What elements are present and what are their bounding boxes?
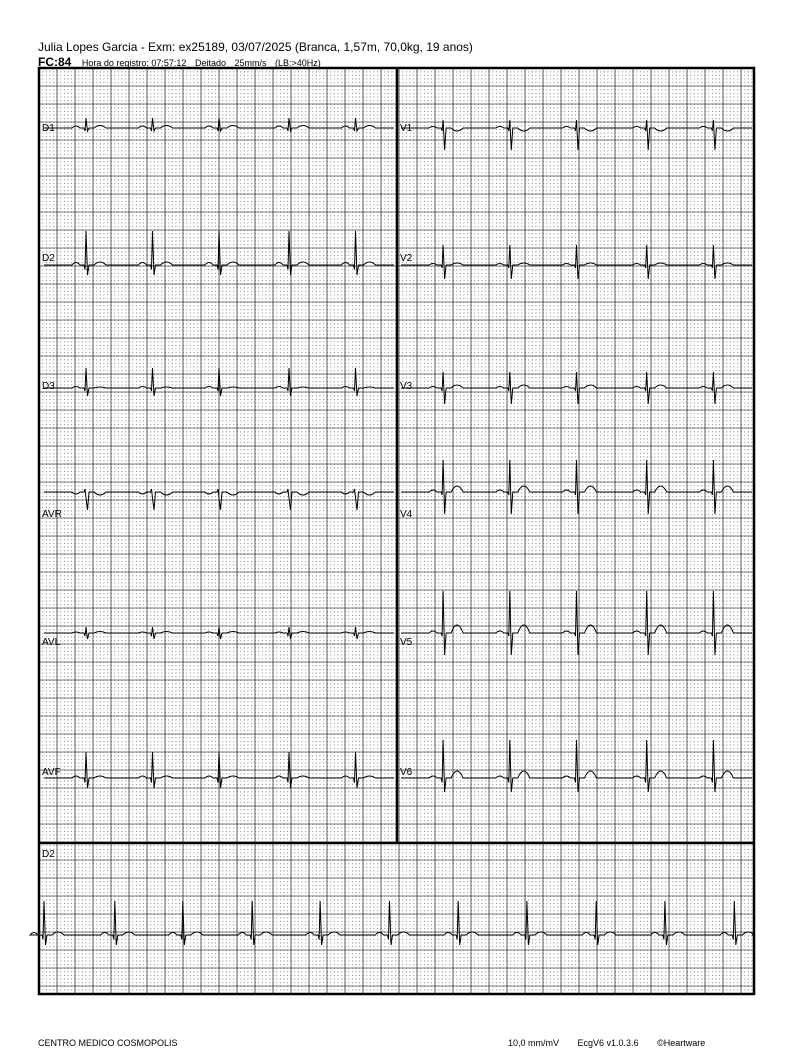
ecg-traces <box>30 118 754 945</box>
trace-v2 <box>401 245 752 279</box>
lead-label-d3: D3 <box>42 381 55 392</box>
trace-v4 <box>401 460 752 514</box>
lead-label-avl: AVL <box>42 637 61 648</box>
lead-label-avr: AVR <box>42 509 62 520</box>
gain-setting: 10,0 mm/mV <box>508 1038 560 1048</box>
chart-frame <box>39 68 754 994</box>
lead-label-v5: V5 <box>400 637 413 648</box>
heart-rate: FC:84 <box>38 55 72 69</box>
lead-label-rhythm: D2 <box>42 849 55 860</box>
paper-speed: 25mm/s <box>234 58 267 68</box>
lead-label-v2: V2 <box>400 253 413 264</box>
lead-label-v6: V6 <box>400 767 413 778</box>
software-version: EcgV6 v1.0.3.6 <box>577 1038 639 1048</box>
trace-v1 <box>401 120 752 150</box>
lead-label-v1: V1 <box>400 123 413 134</box>
lead-label-d2: D2 <box>42 253 55 264</box>
patient-position: Deitado <box>194 58 226 68</box>
trace-rhythm-d2 <box>30 901 754 945</box>
lead-label-avf: AVF <box>42 767 61 778</box>
lead-label-v3: V3 <box>400 381 413 392</box>
record-time: Hora do registro: 07:57:12 <box>81 58 187 68</box>
filter-setting: (LB:>40Hz) <box>275 58 321 68</box>
lead-label-v4: V4 <box>400 509 413 520</box>
vendor-name: ©Heartware <box>657 1038 706 1048</box>
lead-label-d1: D1 <box>42 123 55 134</box>
footer-info <box>508 1038 705 1048</box>
patient-info: Julia Lopes Garcia - Exm: ex25189, 03/07/2025 (Branca, 1,57m, 70,0kg, 19 anos) <box>38 40 473 54</box>
clinic-name: CENTRO MEDICO COSMOPOLIS <box>38 1038 178 1048</box>
